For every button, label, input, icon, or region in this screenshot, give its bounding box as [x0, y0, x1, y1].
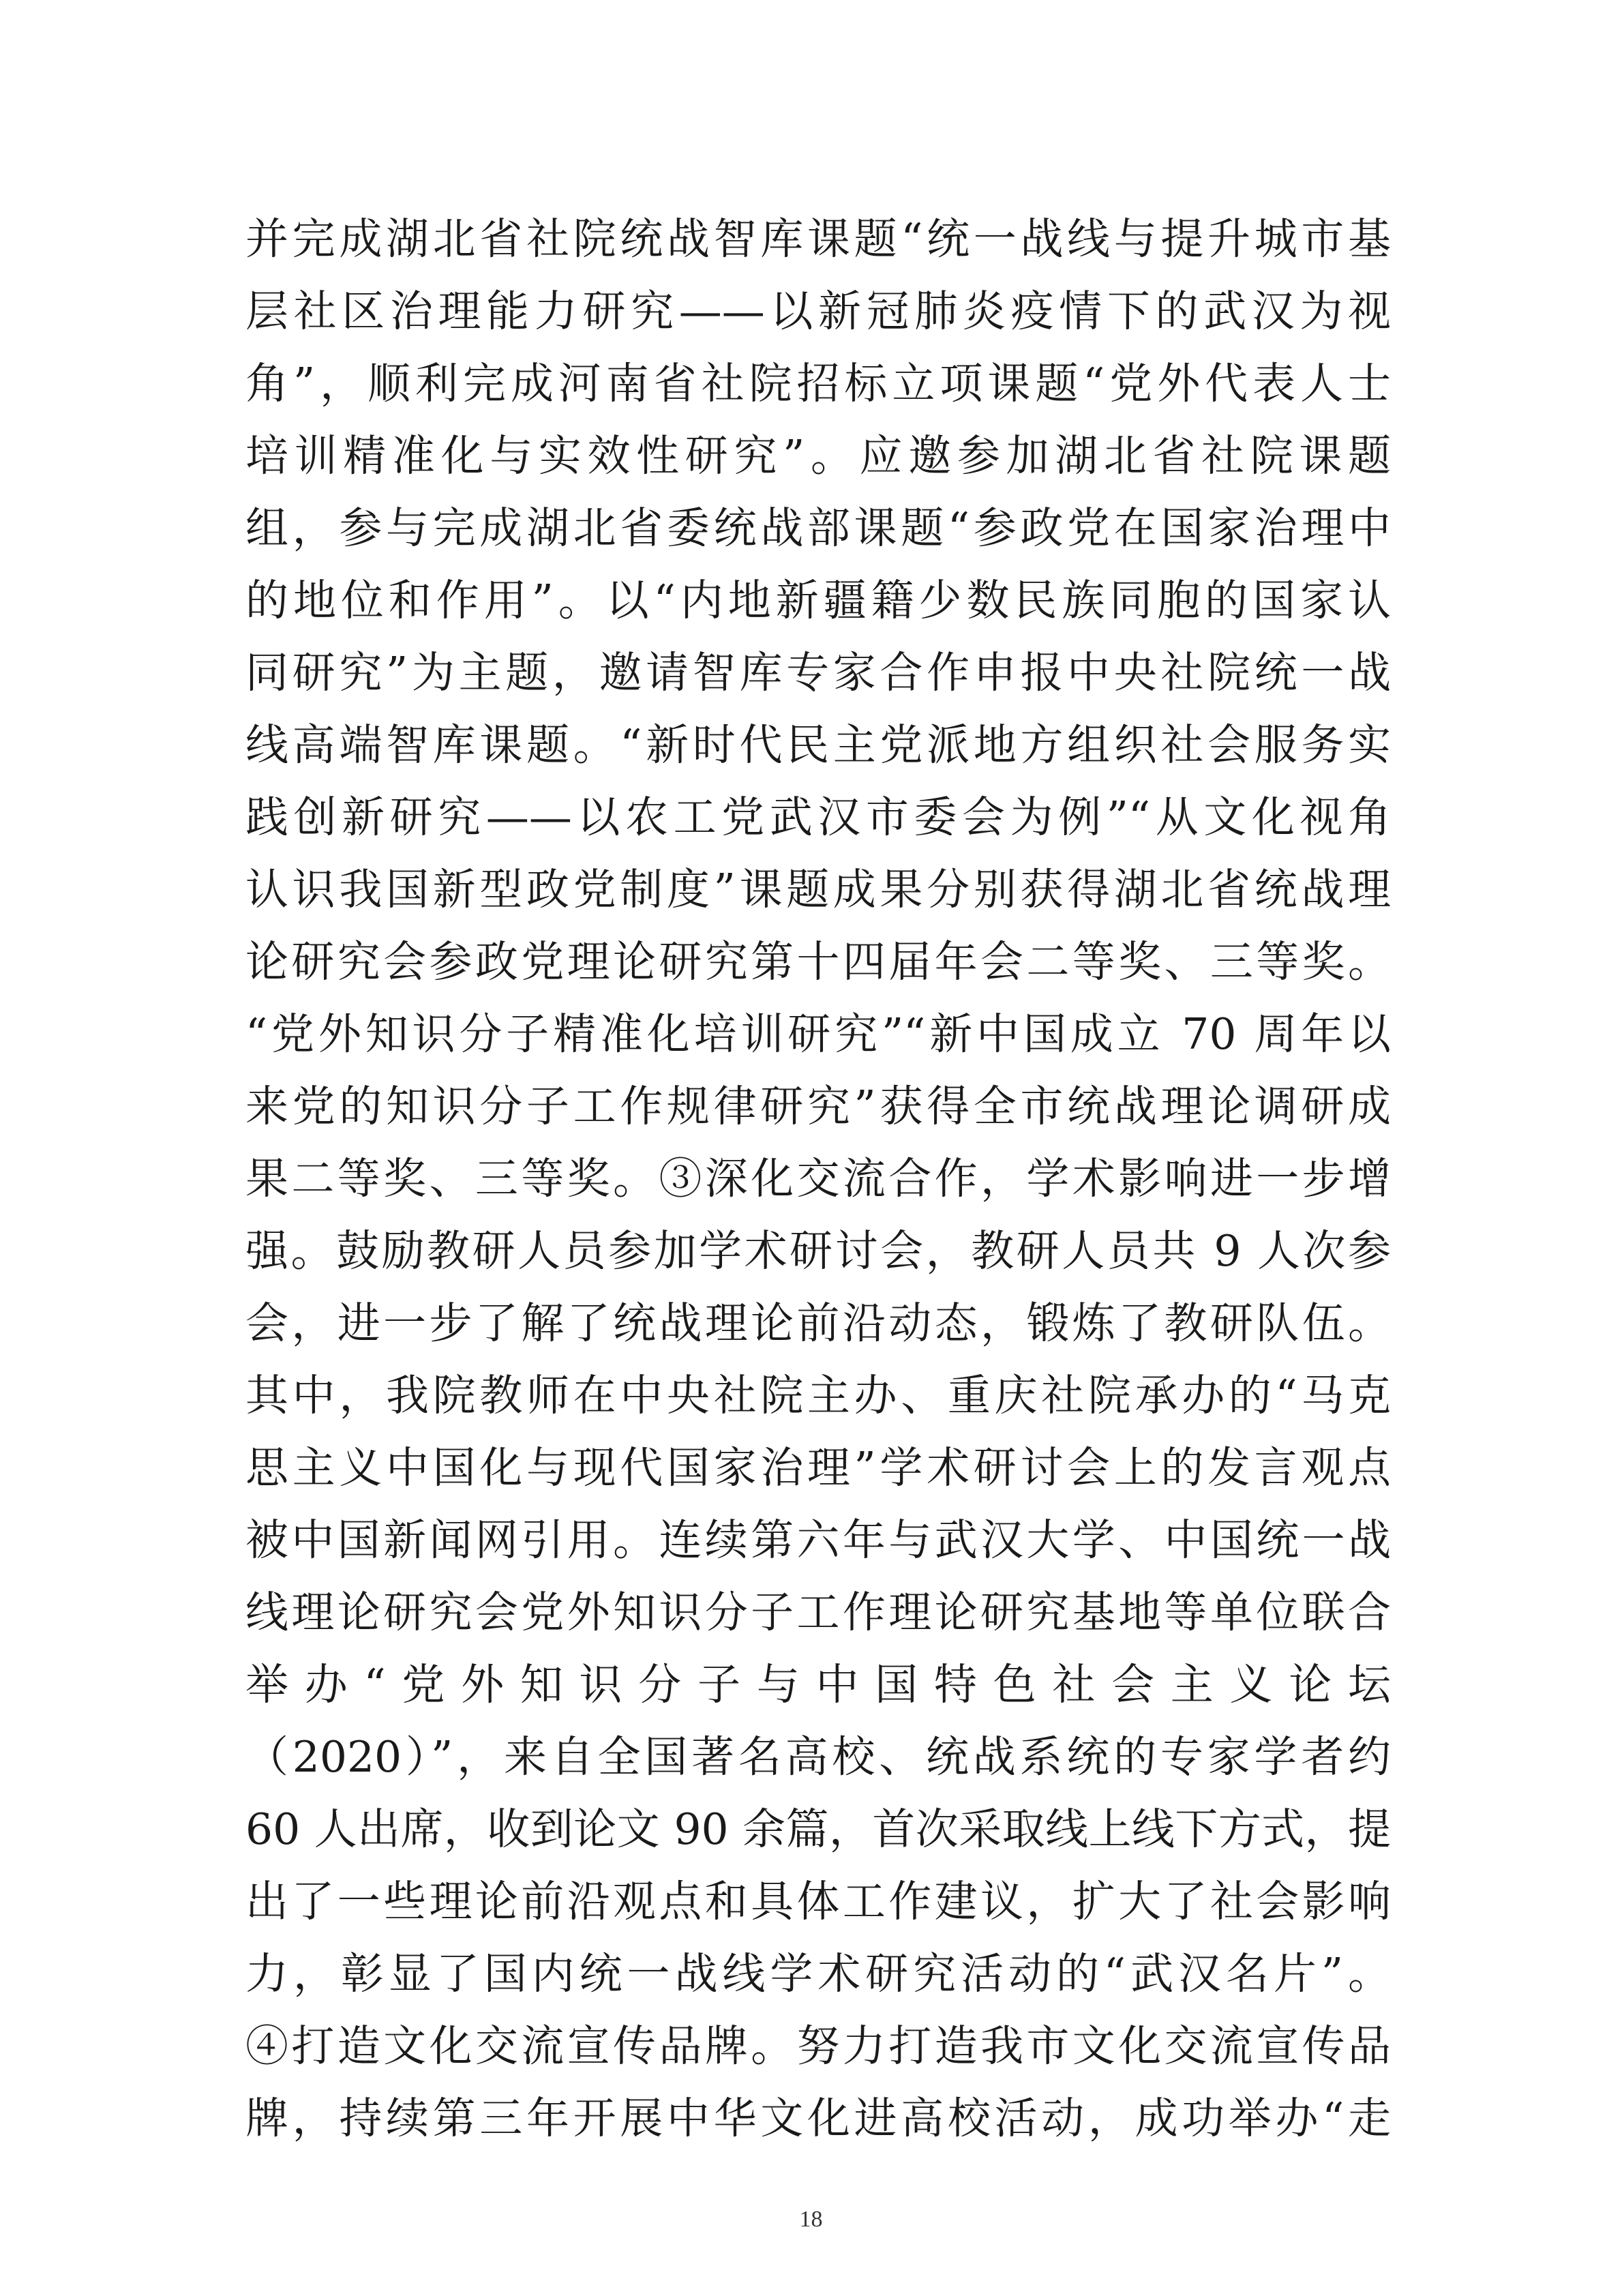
text-line: 线高端智库课题。“新时代民主党派地方组织社会服务实 — [245, 720, 1391, 770]
text-line: 出了一些理论前沿观点和具体工作建议，扩大了社会影响 — [245, 1877, 1391, 1926]
text-line: 论研究会参政党理论研究第十四届年会二等奖、三等奖。 — [245, 937, 1391, 987]
text-line: 践创新研究——以农工党武汉市委会为例”“从文化视角 — [245, 792, 1391, 842]
text-line: （2020）”，来自全国著名高校、统战系统的专家学者约 — [245, 1732, 1391, 1782]
text-line: 举办“党外知识分子与中国特色社会主义论坛 — [245, 1660, 1391, 1710]
text-line: 的地位和作用”。以“内地新疆籍少数民族同胞的国家认 — [245, 576, 1391, 625]
text-line: 培训精准化与实效性研究”。应邀参加湖北省社院课题 — [245, 431, 1391, 481]
text-line: 思主义中国化与现代国家治理”学术研讨会上的发言观点 — [245, 1443, 1391, 1493]
text-line: 强。鼓励教研人员参加学术研讨会，教研人员共 9 人次参 — [245, 1226, 1391, 1276]
text-line: 角”，顺利完成河南省社院招标立项课题“党外代表人士 — [245, 359, 1391, 408]
text-line: 力，彰显了国内统一战线学术研究活动的“武汉名片”。 — [245, 1949, 1391, 1999]
text-line: 其中，我院教师在中央社院主办、重庆社院承办的“马克 — [245, 1371, 1391, 1420]
text-line: ④打造文化交流宣传品牌。努力打造我市文化交流宣传品 — [245, 2021, 1391, 2071]
text-line: 同研究”为主题，邀请智库专家合作申报中央社院统一战 — [245, 648, 1391, 698]
body-text — [245, 203, 1391, 2155]
text-line: 并完成湖北省社院统战智库课题“统一战线与提升城市基 — [245, 214, 1391, 264]
text-line: 会，进一步了解了统战理论前沿动态，锻炼了教研队伍。 — [245, 1298, 1391, 1348]
text-line: 组，参与完成湖北省委统战部课题“参政党在国家治理中 — [245, 503, 1391, 553]
text-line: 果二等奖、三等奖。③深化交流合作，学术影响进一步增 — [245, 1154, 1391, 1204]
text-line: 被中国新闻网引用。连续第六年与武汉大学、中国统一战 — [245, 1515, 1391, 1565]
text-line: 认识我国新型政党制度”课题成果分别获得湖北省统战理 — [245, 865, 1391, 914]
text-line: 牌，持续第三年开展中华文化进高校活动，成功举办“走 — [245, 2093, 1391, 2143]
text-line: 60 人出席，收到论文 90 余篇，首次采取线上线下方式，提 — [245, 1804, 1391, 1854]
text-line: “党外知识分子精准化培训研究”“新中国成立 70 周年以 — [245, 1009, 1391, 1059]
page-number: 18 — [799, 2207, 823, 2232]
text-line: 线理论研究会党外知识分子工作理论研究基地等单位联合 — [245, 1587, 1391, 1637]
text-line: 来党的知识分子工作规律研究”获得全市统战理论调研成 — [245, 1082, 1391, 1131]
text-line: 层社区治理能力研究——以新冠肺炎疫情下的武汉为视 — [245, 286, 1391, 336]
